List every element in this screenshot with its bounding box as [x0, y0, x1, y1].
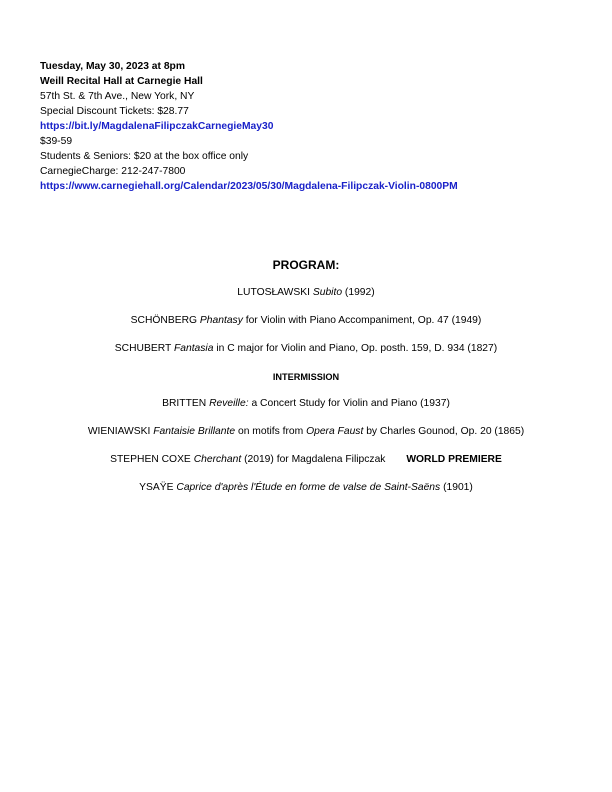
carnegie-charge: CarnegieCharge: 212-247-7800 [40, 166, 186, 177]
work-details: in C major for Violin and Piano, Op. posth. 159, D. 934 (1827) [216, 343, 498, 354]
program-title: PROGRAM: [272, 258, 340, 272]
work-details: (2019) for Magdalena Filipczak [244, 454, 386, 465]
composer: SCHÖNBERG [130, 315, 198, 326]
composer: SCHUBERT [114, 343, 172, 354]
event-date: Tuesday, May 30, 2023 at 8pm [40, 61, 185, 72]
program-section [0, 257, 612, 509]
program-item-britten [0, 397, 612, 411]
discount-link[interactable]: https://bit.ly/MagdalenaFilipczakCarnegieMay30 [40, 121, 274, 132]
work-title: Phantasy [199, 315, 243, 326]
carnegie-link[interactable]: https://www.carnegiehall.org/Calendar/2023/05/30/Magdalena-Filipczak-Violin-0800PM [40, 181, 458, 192]
event-address: 57th St. & 7th Ave., New York, NY [40, 91, 195, 102]
work-title: Fantasia [173, 343, 214, 354]
program-item-wieniawski [0, 425, 612, 439]
program-item-schonberg [0, 314, 612, 328]
students-seniors: Students & Seniors: $20 at the box office only [40, 151, 249, 162]
work-details: by Charles Gounod, Op. 20 (1865) [366, 426, 525, 437]
world-premiere-label: WORLD PREMIERE [406, 454, 502, 465]
composer: YSAŸE [139, 482, 174, 493]
work-title: Reveille: [209, 398, 249, 409]
event-info [40, 59, 458, 194]
program-item-coxe [0, 453, 612, 467]
work-details: for Violin with Piano Accompaniment, Op. 47 (1949) [245, 315, 482, 326]
composer: BRITTEN [162, 398, 207, 409]
composer: WIENIAWSKI [87, 426, 151, 437]
discount-tickets: Special Discount Tickets: $28.77 [40, 106, 189, 117]
program-item-lutoslawski [0, 286, 612, 300]
program-item-schubert [0, 342, 612, 356]
program-item-ysaye [0, 481, 612, 495]
work-details: (1901) [443, 482, 473, 493]
work-details: a Concert Study for Violin and Piano (1937) [251, 398, 450, 409]
intermission: INTERMISSION [272, 372, 340, 382]
work-title: Cherchant [193, 454, 242, 465]
composer: LUTOSŁAWSKI [237, 287, 310, 298]
work-title: Fantaisie Brillante [153, 426, 236, 437]
work-details: (1992) [344, 287, 375, 298]
composer: STEPHEN COXE [110, 454, 191, 465]
event-venue: Weill Recital Hall at Carnegie Hall [40, 76, 203, 87]
opera-title: Opera Faust [306, 426, 364, 437]
work-details: on motifs from [237, 426, 304, 437]
work-title: Subito [312, 287, 343, 298]
work-title: Caprice d'après l'Étude en forme de valse de Saint-Saëns [176, 482, 441, 493]
ticket-price: $39-59 [40, 136, 73, 147]
